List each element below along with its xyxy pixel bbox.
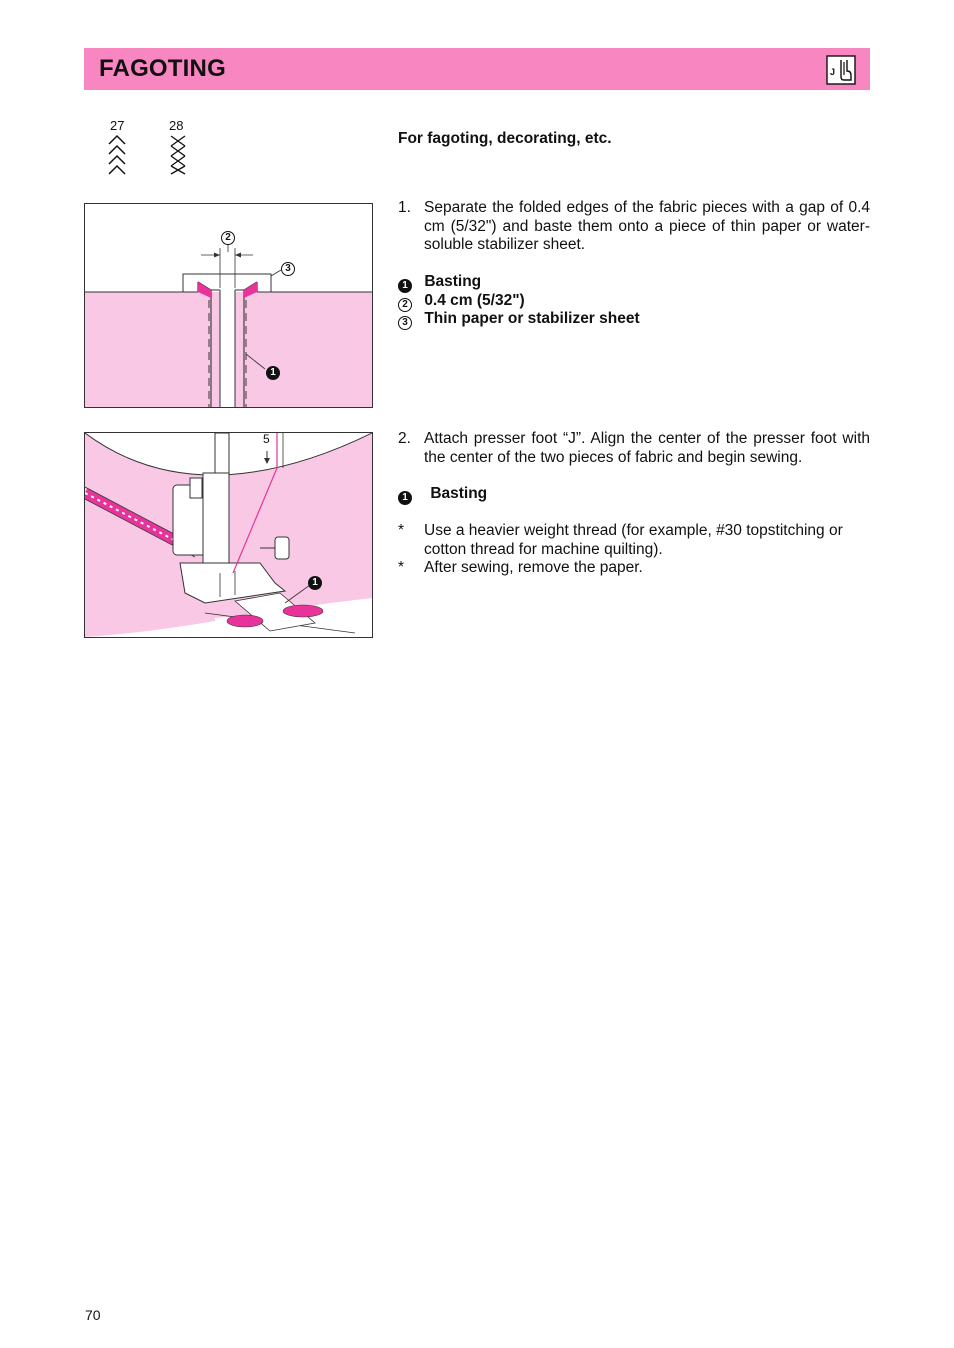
stitch-27-pattern-icon — [106, 134, 130, 176]
stitch-number-28: 28 — [169, 118, 184, 133]
legend-label-basting: Basting — [424, 273, 482, 290]
figure-basting-diagram — [84, 203, 373, 408]
legend-badge-2: 2 — [398, 298, 412, 312]
stitch-28-pattern-icon — [167, 134, 189, 176]
legend-badge-1: 1 — [398, 491, 412, 505]
legend-label-gap: 0.4 cm (5/32") — [424, 291, 525, 309]
legend-item — [398, 273, 870, 292]
svg-text:J: J — [830, 67, 836, 77]
note-text: Use a heavier weight thread (for example, #30 topstitching or cotton thread for machine quilting). — [424, 522, 843, 558]
legend-label-basting: Basting — [430, 485, 488, 502]
note-mark: * — [398, 522, 405, 539]
legend-badge-1: 1 — [398, 279, 412, 293]
page-number: 70 — [85, 1307, 101, 1323]
step-1-text: Separate the folded edges of the fabric pieces with a gap of 0.4 cm (5/32") and baste them onto a piece of thin paper or water-soluble stabilizer sheet. — [424, 199, 870, 253]
stitch-number-27: 27 — [110, 118, 125, 133]
step-2-text: Attach presser foot “J”. Align the center of the presser foot with the center of the two pieces of fabric and begin sewing. — [424, 430, 870, 466]
needle-position-label: 5 — [263, 432, 270, 446]
legend-item — [398, 310, 870, 329]
legend-label-paper: Thin paper or stabilizer sheet — [424, 310, 640, 327]
legend-badge-3: 3 — [398, 316, 412, 330]
step-1-legend — [398, 273, 870, 329]
intro-text: For fagoting, decorating, etc. — [398, 130, 612, 147]
note-mark: * — [398, 559, 405, 576]
callout-3: 3 — [281, 262, 295, 276]
section-header — [84, 48, 870, 90]
callout-1: 1 — [308, 576, 322, 590]
callout-1: 1 — [266, 366, 280, 380]
note-text: After sewing, remove the paper. — [424, 559, 643, 576]
page-title: FAGOTING — [99, 55, 226, 82]
step-2-legend-item — [398, 485, 487, 505]
callout-2: 2 — [221, 231, 235, 245]
step-1-number: 1. — [398, 199, 411, 216]
figure-sewing-illustration — [84, 432, 373, 638]
legend-item — [398, 292, 870, 311]
step-2-number: 2. — [398, 430, 411, 447]
presser-foot-j-icon — [826, 55, 856, 85]
